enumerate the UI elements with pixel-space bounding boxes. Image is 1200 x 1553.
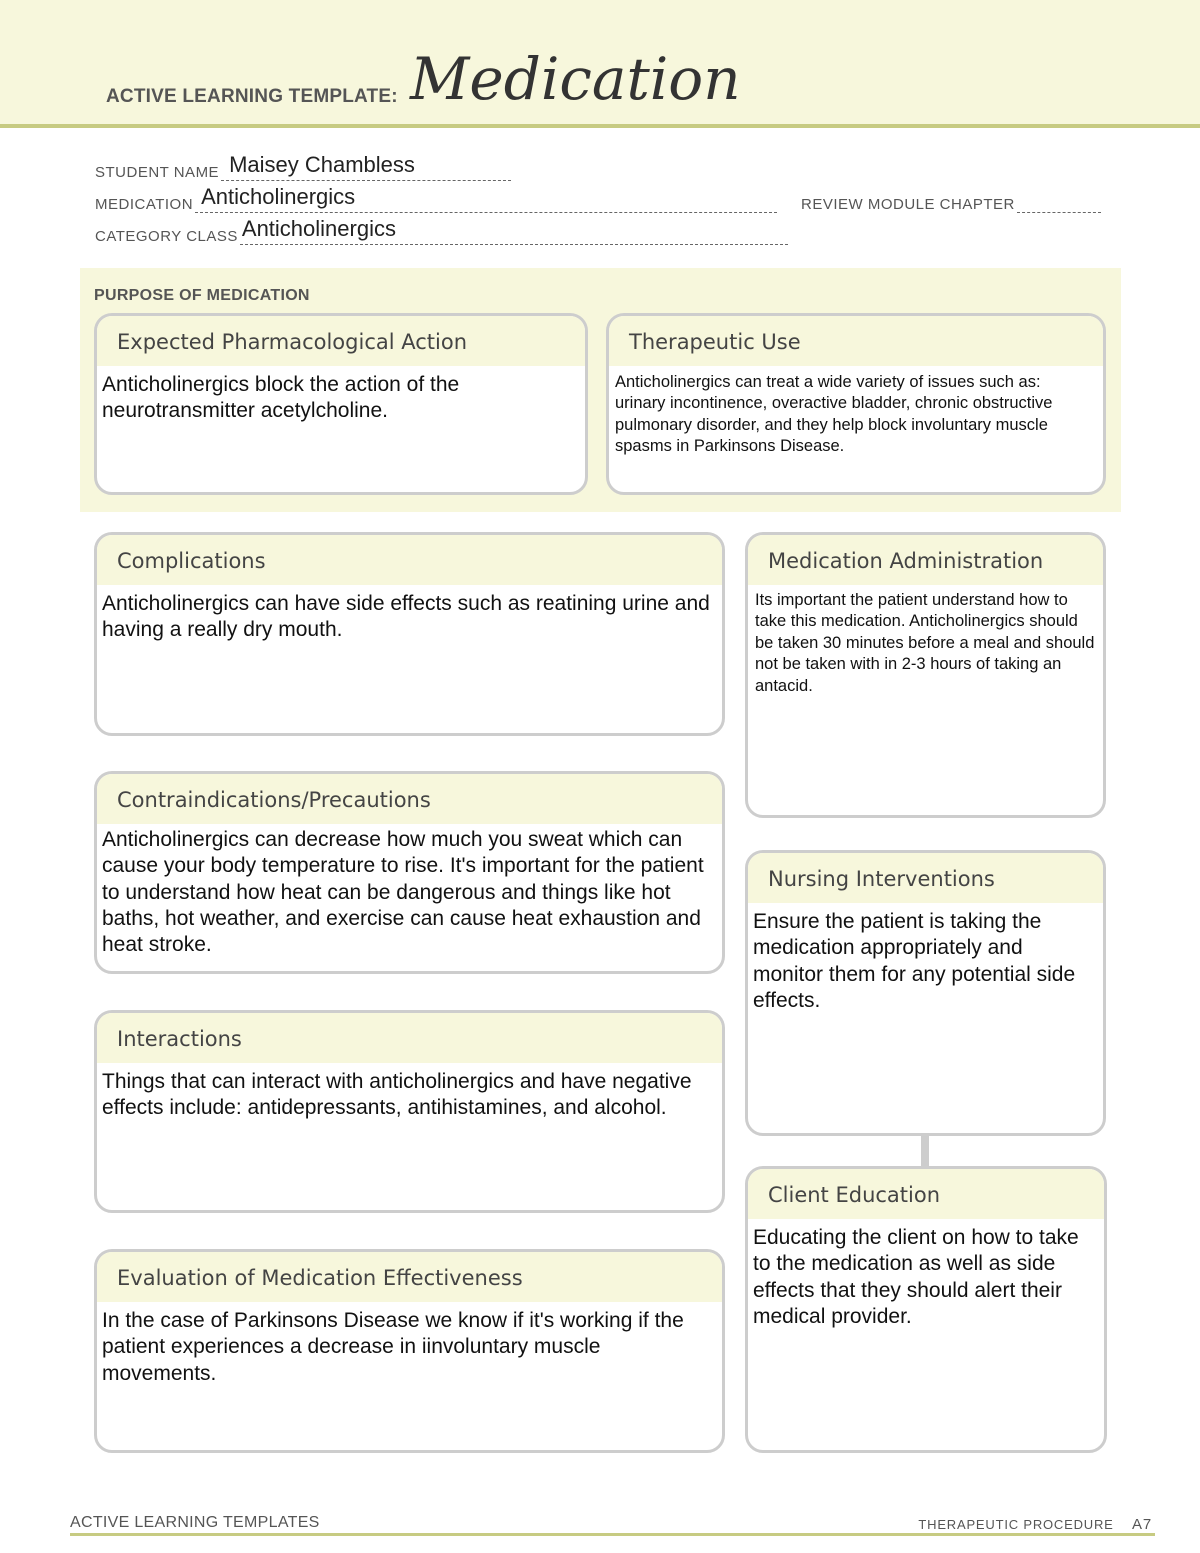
therapeutic-use-title: Therapeutic Use: [609, 316, 1103, 366]
therapeutic-use-card: [606, 313, 1106, 495]
student-name-field[interactable]: [221, 152, 511, 181]
footer-left-text: ACTIVE LEARNING TEMPLATES: [70, 1514, 320, 1531]
complications-card: [94, 532, 725, 736]
category-class-field[interactable]: [240, 216, 788, 245]
evaluation-card: [94, 1249, 725, 1453]
footer-procedure-label: THERAPEUTIC PROCEDURE: [918, 1517, 1114, 1532]
medication-field[interactable]: [195, 184, 777, 213]
student-name-value: Maisey Chambless: [229, 152, 415, 177]
purpose-label: PURPOSE OF MEDICATION: [94, 287, 310, 304]
nursing-interventions-card: [745, 850, 1106, 1136]
template-label: ACTIVE LEARNING TEMPLATE:: [106, 86, 398, 107]
footer-right: [918, 1516, 1152, 1533]
interactions-card: [94, 1010, 725, 1213]
contraindications-title: Contraindications/Precautions: [97, 774, 722, 824]
medication-administration-text[interactable]: Its important the patient understand how to take this medication. Anticholinergics should be taken 30 minutes before a meal and should not be taken with in 2-3 hours of taking an antacid.: [755, 591, 1095, 695]
review-module-field[interactable]: [1017, 190, 1101, 213]
complications-text[interactable]: Anticholinergics can have side effects such as reatining urine and having a really dry mouth.: [102, 592, 710, 642]
student-name-label: STUDENT NAME: [95, 164, 220, 181]
client-education-title: Client Education: [748, 1169, 1104, 1219]
review-module-label: REVIEW MODULE CHAPTER: [801, 196, 1015, 213]
nursing-interventions-text[interactable]: Ensure the patient is taking the medication appropriately and monitor them for any potential side effects.: [753, 910, 1076, 1012]
category-class-row: [95, 216, 788, 245]
student-name-row: [95, 152, 511, 181]
medication-administration-card: [745, 532, 1106, 818]
category-class-value: Anticholinergics: [241, 216, 396, 241]
client-education-text[interactable]: Educating the client on how to take to the medication as well as side effects that they should alert their medical provider.: [753, 1226, 1079, 1328]
evaluation-title: Evaluation of Medication Effectiveness: [97, 1252, 722, 1302]
interactions-text[interactable]: Things that can interact with anticholinergics and have negative effects include: antidepressants, antihistamines, and alcohol.: [102, 1070, 692, 1120]
contraindications-text[interactable]: Anticholinergics can decrease how much you sweat which can cause your body temperature to rise. It's important for the patient to understand how heat can be dangerous and things like hot baths, hot weather, and exercise can cause heat exhaustion and heat stroke.: [102, 828, 704, 956]
contraindications-card: [94, 771, 725, 974]
complications-title: Complications: [97, 535, 722, 585]
medication-value: Anticholinergics: [201, 184, 356, 209]
medication-administration-title: Medication Administration: [748, 535, 1103, 585]
connector-line: [921, 1134, 929, 1167]
medication-row: [95, 184, 777, 213]
review-module-row: [801, 190, 1101, 213]
evaluation-text[interactable]: In the case of Parkinsons Disease we know if it's working if the patient experiences a decrease in iinvoluntary muscle movements.: [102, 1309, 684, 1385]
expected-action-card: [94, 313, 588, 495]
interactions-title: Interactions: [97, 1013, 722, 1063]
page-title: Medication: [410, 45, 741, 113]
client-education-card: [745, 1166, 1107, 1453]
therapeutic-use-text[interactable]: Anticholinergics can treat a wide variety of issues such as: urinary incontinence, overactive bladder, chronic obstructive pulmonary disorder, and they help block involuntary muscle spasms in Parkinsons Disease.: [615, 373, 1053, 456]
medication-label: MEDICATION: [95, 196, 194, 213]
expected-action-title: Expected Pharmacological Action: [97, 316, 585, 366]
expected-action-text[interactable]: Anticholinergics block the action of the neurotransmitter acetylcholine.: [102, 373, 460, 423]
footer-page-number: A7: [1132, 1516, 1152, 1533]
category-class-label: CATEGORY CLASS: [95, 228, 238, 245]
nursing-interventions-title: Nursing Interventions: [748, 853, 1103, 903]
footer-rule: [70, 1533, 1155, 1536]
